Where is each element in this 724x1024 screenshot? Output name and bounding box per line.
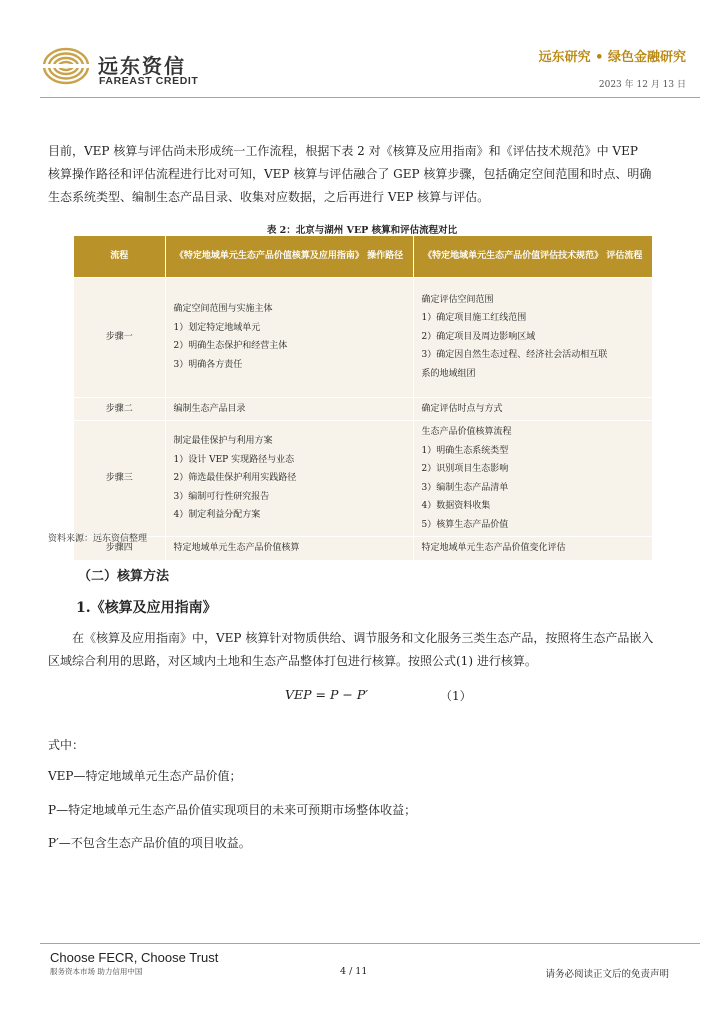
cell-line: 3）编制可行性研究报告 [173,491,270,502]
cell-line: 2）筛选最佳保护利用实践路径 [173,473,297,484]
intro-line: 核算操作路径和评估流程进行比对可知，VEP 核算与评估融合了 GEP 核算步骤，包括确定空间范围和时点、明确 [48,167,652,181]
cell-line: 1）设计 VEP 实现路径与业态 [173,454,295,465]
cell-line: 4）制定利益分配方案 [173,510,261,521]
method-line: 在《核算及应用指南》中，VEP 核算针对物质供给、调节服务和文化服务三类生态产品，按照将生态产品嵌入 [72,631,654,645]
header-divider [40,97,700,98]
header-spec-sub: 评估流程 [606,251,643,262]
cell-line: 生态产品价值核算流程 [421,427,512,437]
company-logo [42,44,232,90]
header-spec [413,236,652,277]
report-date: 2023 年 12 月 13 日 [598,80,686,90]
intro-line: 目前，VEP 核算与评估尚未形成统一工作流程，根据下表 2 对《核算及应用指南》和《评估技术规范》中 VEP [48,144,638,158]
cell-line: 编制生态产品目录 [173,403,246,414]
cell-line: 2）确定项目及周边影响区域 [421,331,536,342]
step-label: 步骤三 [74,421,165,537]
comparison-table [74,236,652,560]
header-spec-title: 《特定地域单元生态产品价值评估技术规范》 [423,251,604,262]
formula: VEP = P − P′ [285,687,369,702]
cell-line: 5）核算生态产品价值 [421,519,509,530]
table-title: 表 2：北京与湖州 VEP 核算和评估流程对比 [266,225,458,236]
page-number: 4 / 11 [340,966,368,977]
method-paragraph [48,627,684,673]
fareast-logo-icon [42,47,90,85]
method-line: 区域综合利用的思路，对区域内土地和生态产品整体打包进行核算。按照公式(1) 进行核算。 [48,654,537,668]
step-label: 步骤二 [74,397,165,421]
cell-line: 确定评估空间范围 [421,294,494,305]
cell-line: 3）确定因自然生态过程、经济社会活动相互联 [421,350,608,361]
table-source-note: 资料来源：远东资信整理 [48,534,148,544]
table-row [74,421,652,537]
cell-line: 2）识别项目生态影响 [421,464,509,474]
intro-paragraph [48,140,684,209]
cell-line: 3）编制生态产品清单 [421,482,509,493]
spec-cell [413,397,652,421]
cell-line: 制定最佳保护与利用方案 [173,436,273,447]
cell-line: 系的地域组团 [421,368,476,379]
cell-line: 1）划定特定地域单元 [173,322,261,333]
step-label: 步骤四 [74,537,165,560]
table-header-row [74,236,652,277]
logo-english-name: FAREAST CREDIT [99,75,199,87]
step-label: 步骤一 [74,277,165,397]
guide-cell [165,397,413,421]
table-row [74,537,652,560]
footer-slogan: 服务资本市场 助力信用中国 [50,967,143,976]
subsection-heading: 1.《核算及应用指南》 [76,600,217,616]
guide-cell [165,277,413,397]
header-process: 流程 [74,236,165,277]
definition-vep: VEP—特定地域单元生态产品价值； [48,769,242,783]
spec-cell [413,421,652,537]
where-label: 式中： [48,738,85,752]
cell-line: 特定地域单元生态产品价值核算 [173,543,300,553]
table-row [74,397,652,421]
spec-cell [413,277,652,397]
definition-p-prime: P′—不包含生态产品价值的项目收益。 [48,836,251,850]
definition-p: P—特定地域单元生态产品价值实现项目的未来可预期市场整体收益； [48,803,417,817]
header-guide-sub: 操作路径 [367,251,404,262]
header-guide [165,236,413,277]
header-guide-title: 《特定地域单元生态产品价值核算及应用指南》 [174,251,364,262]
footer-divider [40,943,700,944]
formula-number: （1） [440,689,472,703]
cell-line: 特定地域单元生态产品价值变化评估 [421,543,566,553]
cell-line: 3）明确各方责任 [173,359,243,370]
intro-line: 生态系统类型、编制生态产品目录、收集对应数据，之后再进行 VEP 核算与评估。 [48,190,490,204]
guide-cell [165,421,413,537]
cell-line: 1）确定项目施工红线范围 [421,313,527,324]
cell-line: 确定空间范围与实施主体 [173,304,273,314]
spec-cell [413,537,652,560]
logo-chinese-name: 远东资信 [98,54,186,78]
cell-line: 确定评估时点与方式 [421,403,503,414]
cell-line: 2）明确生态保护和经营主体 [173,341,288,351]
cell-line: 4）数据资料收集 [421,501,491,511]
table-row [74,277,652,397]
report-series: 远东研究 • 绿色金融研究 [538,50,686,65]
footer-brand: Choose FECR, Choose Trust [50,950,219,965]
guide-cell [165,537,413,560]
footer-disclaimer: 请务必阅读正文后的免责声明 [545,969,669,980]
section-heading: （二）核算方法 [78,569,170,584]
cell-line: 1）明确生态系统类型 [421,445,509,456]
